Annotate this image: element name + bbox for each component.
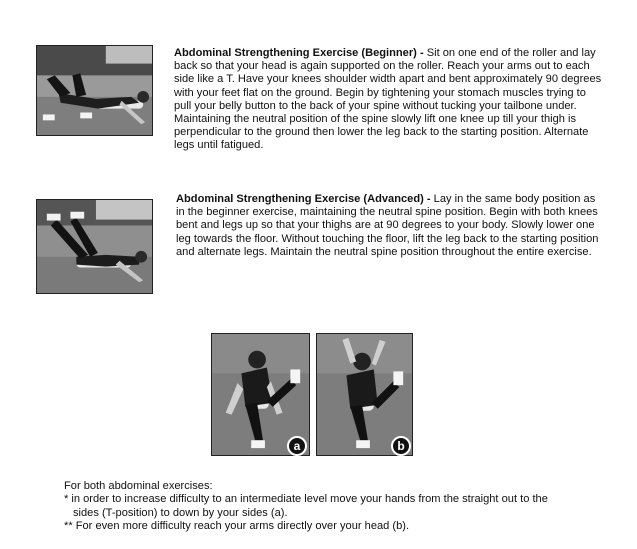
notes-intermediate: * in order to increase difficulty to an intermediate level move your hands from the straight out to the bbox=[64, 493, 548, 506]
advanced-exercise-text bbox=[176, 193, 606, 259]
title-separator: - bbox=[423, 193, 434, 205]
variation-b-label: b bbox=[397, 439, 405, 453]
beginner-exercise-body: Sit on one end of the roller and lay back so that your head is again supported on the roller. Reach your arms out to each side like a T. Have your knees shoulder width apart and bent approximately 90 degrees with your feet flat on the ground. Begin by tightening your stomach muscles trying to pull your belly button to the back of your spine without tucking your tailbone under. Maintaining the neutral position of the spine slowly lift one knee up till your thigh is perpendicular to the ground then lower the leg back to the starting position. Alternate legs until fatigued. bbox=[174, 47, 602, 152]
beginner-exercise-photo bbox=[36, 45, 153, 136]
variation-b-badge bbox=[391, 436, 411, 456]
variation-a-badge bbox=[287, 436, 307, 456]
advanced-exercise-title: Abdominal Strengthening Exercise (Advanced) bbox=[176, 193, 424, 205]
notes-intro: For both abdominal exercises: bbox=[64, 480, 213, 492]
notes-advanced: ** For even more difficulty reach your arms directly over your head (b). bbox=[64, 519, 410, 532]
advanced-exercise-photo bbox=[36, 199, 153, 294]
title-separator: - bbox=[416, 47, 427, 59]
beginner-exercise-text bbox=[174, 47, 604, 153]
notes-intermediate-cont: sides (T-position) to down by your sides (a). bbox=[73, 506, 288, 519]
beginner-exercise-title: Abdominal Strengthening Exercise (Beginner) bbox=[174, 47, 417, 59]
difficulty-notes bbox=[64, 480, 624, 533]
variation-a-label: a bbox=[293, 439, 301, 453]
advanced-exercise-body: Lay in the same body position as in the beginner exercise, maintaining the neutral spine position. Begin with both knees bent and legs up so that your thighs are at 90 degrees to your body. Slowly lower one leg towards the floor. Without touching the floor, lift the leg back to the starting position and alternate legs. Maintain the neutral spine position throughout the entire exercise. bbox=[176, 193, 599, 258]
